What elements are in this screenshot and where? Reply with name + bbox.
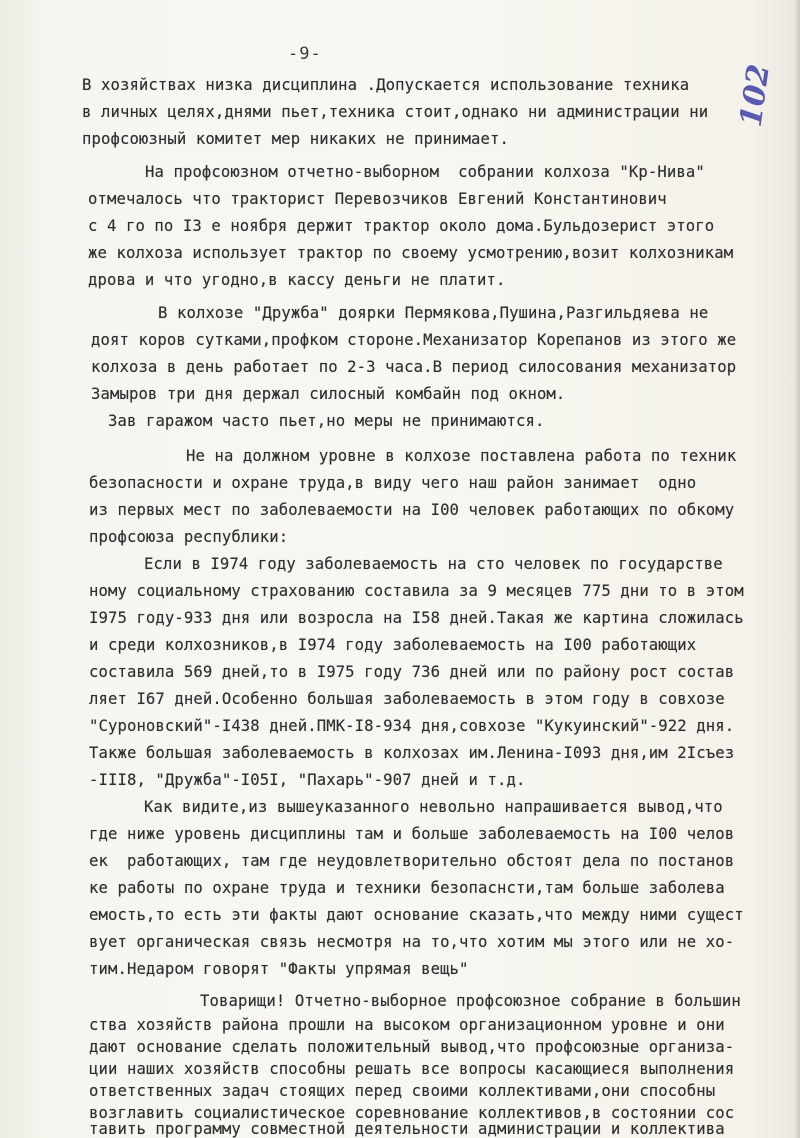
text-line: где ниже уровень дисциплины там и больше заболеваемость на I00 челов bbox=[89, 825, 735, 843]
text-line: из первых мест по заболеваемости на I00 человек работающих по обкому bbox=[89, 501, 735, 519]
text-line: В хозяйствах низка дисциплина .Допускается использование техника bbox=[82, 76, 690, 94]
text-line: Если в I974 году заболеваемость на сто человек по государстве bbox=[144, 555, 723, 573]
text-line: Замыров три дня держал силосный комбайн под окном. bbox=[91, 385, 566, 403]
text-line: "Суроновский"-I438 дней.ПМК-I8-934 дня,совхозе "Кукуинский"-922 дня. bbox=[89, 717, 735, 735]
page-edge-shadow bbox=[794, 0, 800, 1138]
text-line: В колхозе "Дружба" доярки Пермякова,Пушина,Разгильдяева не bbox=[158, 304, 709, 322]
text-line: профсоюзный комитет мер никаких не принимает. bbox=[82, 130, 509, 148]
text-line: ному социальному страхованию составила за 9 месяцев 775 дни то в этом bbox=[89, 582, 744, 600]
text-line: составила 569 дней,то в I975 году 736 дней или по району рост состав bbox=[89, 663, 735, 681]
text-line: отмечалось что тракторист Перевозчиков Евгений Константинович bbox=[88, 190, 667, 208]
text-line: тим.Недаром говорят "Факты упрямая вещь" bbox=[89, 960, 469, 978]
text-line: емость,то есть эти факты дают основание сказать,что между ними сущест bbox=[89, 906, 744, 924]
text-line: дрова и что угодно,в кассу деньги не платит. bbox=[88, 271, 506, 289]
text-line: тавить программу совместной деятельности администрации и коллектива bbox=[89, 1120, 725, 1138]
text-line: -III8, "Дружба"-I05I, "Пахарь"-907 дней и т.д. bbox=[89, 771, 526, 789]
text-line: ответственных задач стоящих перед своими коллективами,они способны bbox=[89, 1082, 716, 1100]
text-line: Как видите,из вышеуказанного невольно напрашивается вывод,что bbox=[144, 798, 723, 816]
handwritten-page-mark: 102 bbox=[733, 62, 778, 129]
text-line: дают основание сделать положительный вывод,что профсоюзные организа- bbox=[89, 1038, 735, 1056]
text-line: с 4 го по I3 е ноября держит трактор около дома.Бульдозерист этого bbox=[88, 217, 715, 235]
text-line: ек работающих, там где неудовлетворительно обстоят дела по постанов bbox=[89, 852, 735, 870]
text-line: безопасности и охране труда,в виду чего наш район занимает одно bbox=[89, 474, 697, 492]
text-line: возглавить социалистическое соревнование коллективов,в состоянии сос bbox=[89, 1104, 735, 1122]
text-line: доят коров сутками,профком стороне.Механизатор Корепанов из этого же bbox=[91, 331, 737, 349]
text-line: Не на должном уровне в колхозе поставлена работа по техник bbox=[186, 447, 737, 465]
text-line: Зав гаражом часто пьет,но меры не принимаются. bbox=[108, 412, 545, 430]
text-line: I975 году-933 дня или возросла на I58 дней.Такая же картина сложилась bbox=[89, 609, 744, 627]
text-line: ства хозяйств района прошли на высоком организационном уровне и они bbox=[89, 1016, 725, 1034]
text-line: и среди колхозников,в I974 году заболеваемость на I00 работающих bbox=[89, 636, 697, 654]
text-line: же колхоза использует трактор по своему усмотрению,возит колхозникам bbox=[88, 244, 734, 262]
page-number: -9- bbox=[288, 44, 322, 64]
text-line: ляет I67 дней.Особенно большая заболеваемость в этом году в совхозе bbox=[89, 690, 725, 708]
text-line: в личных целях,днями пьет,техника стоит,однако ни администрации ни bbox=[82, 103, 709, 121]
text-line: ке работы по охране труда и техники безопаснсти,там больше заболева bbox=[89, 879, 725, 897]
text-line: Также большая заболеваемость в колхозах им.Ленина-I093 дня,им 2Iсъез bbox=[89, 744, 735, 762]
text-line: Товарищи! Отчетно-выборное профсоюзное собрание в большин bbox=[200, 992, 741, 1010]
text-line: ции наших хозяйств способны решать все вопросы касающиеся выполнения bbox=[89, 1060, 735, 1078]
text-line: На профсоюзном отчетно-выборном собрании колхоза "Кр-Нива" bbox=[145, 163, 705, 181]
text-line: профсоюза республики: bbox=[89, 528, 289, 546]
text-line: вует органическая связь несмотря на то,что хотим мы этого или не хо- bbox=[89, 933, 735, 951]
text-line: колхоза в день работает по 2-3 часа.В период силосования механизатор bbox=[91, 358, 737, 376]
